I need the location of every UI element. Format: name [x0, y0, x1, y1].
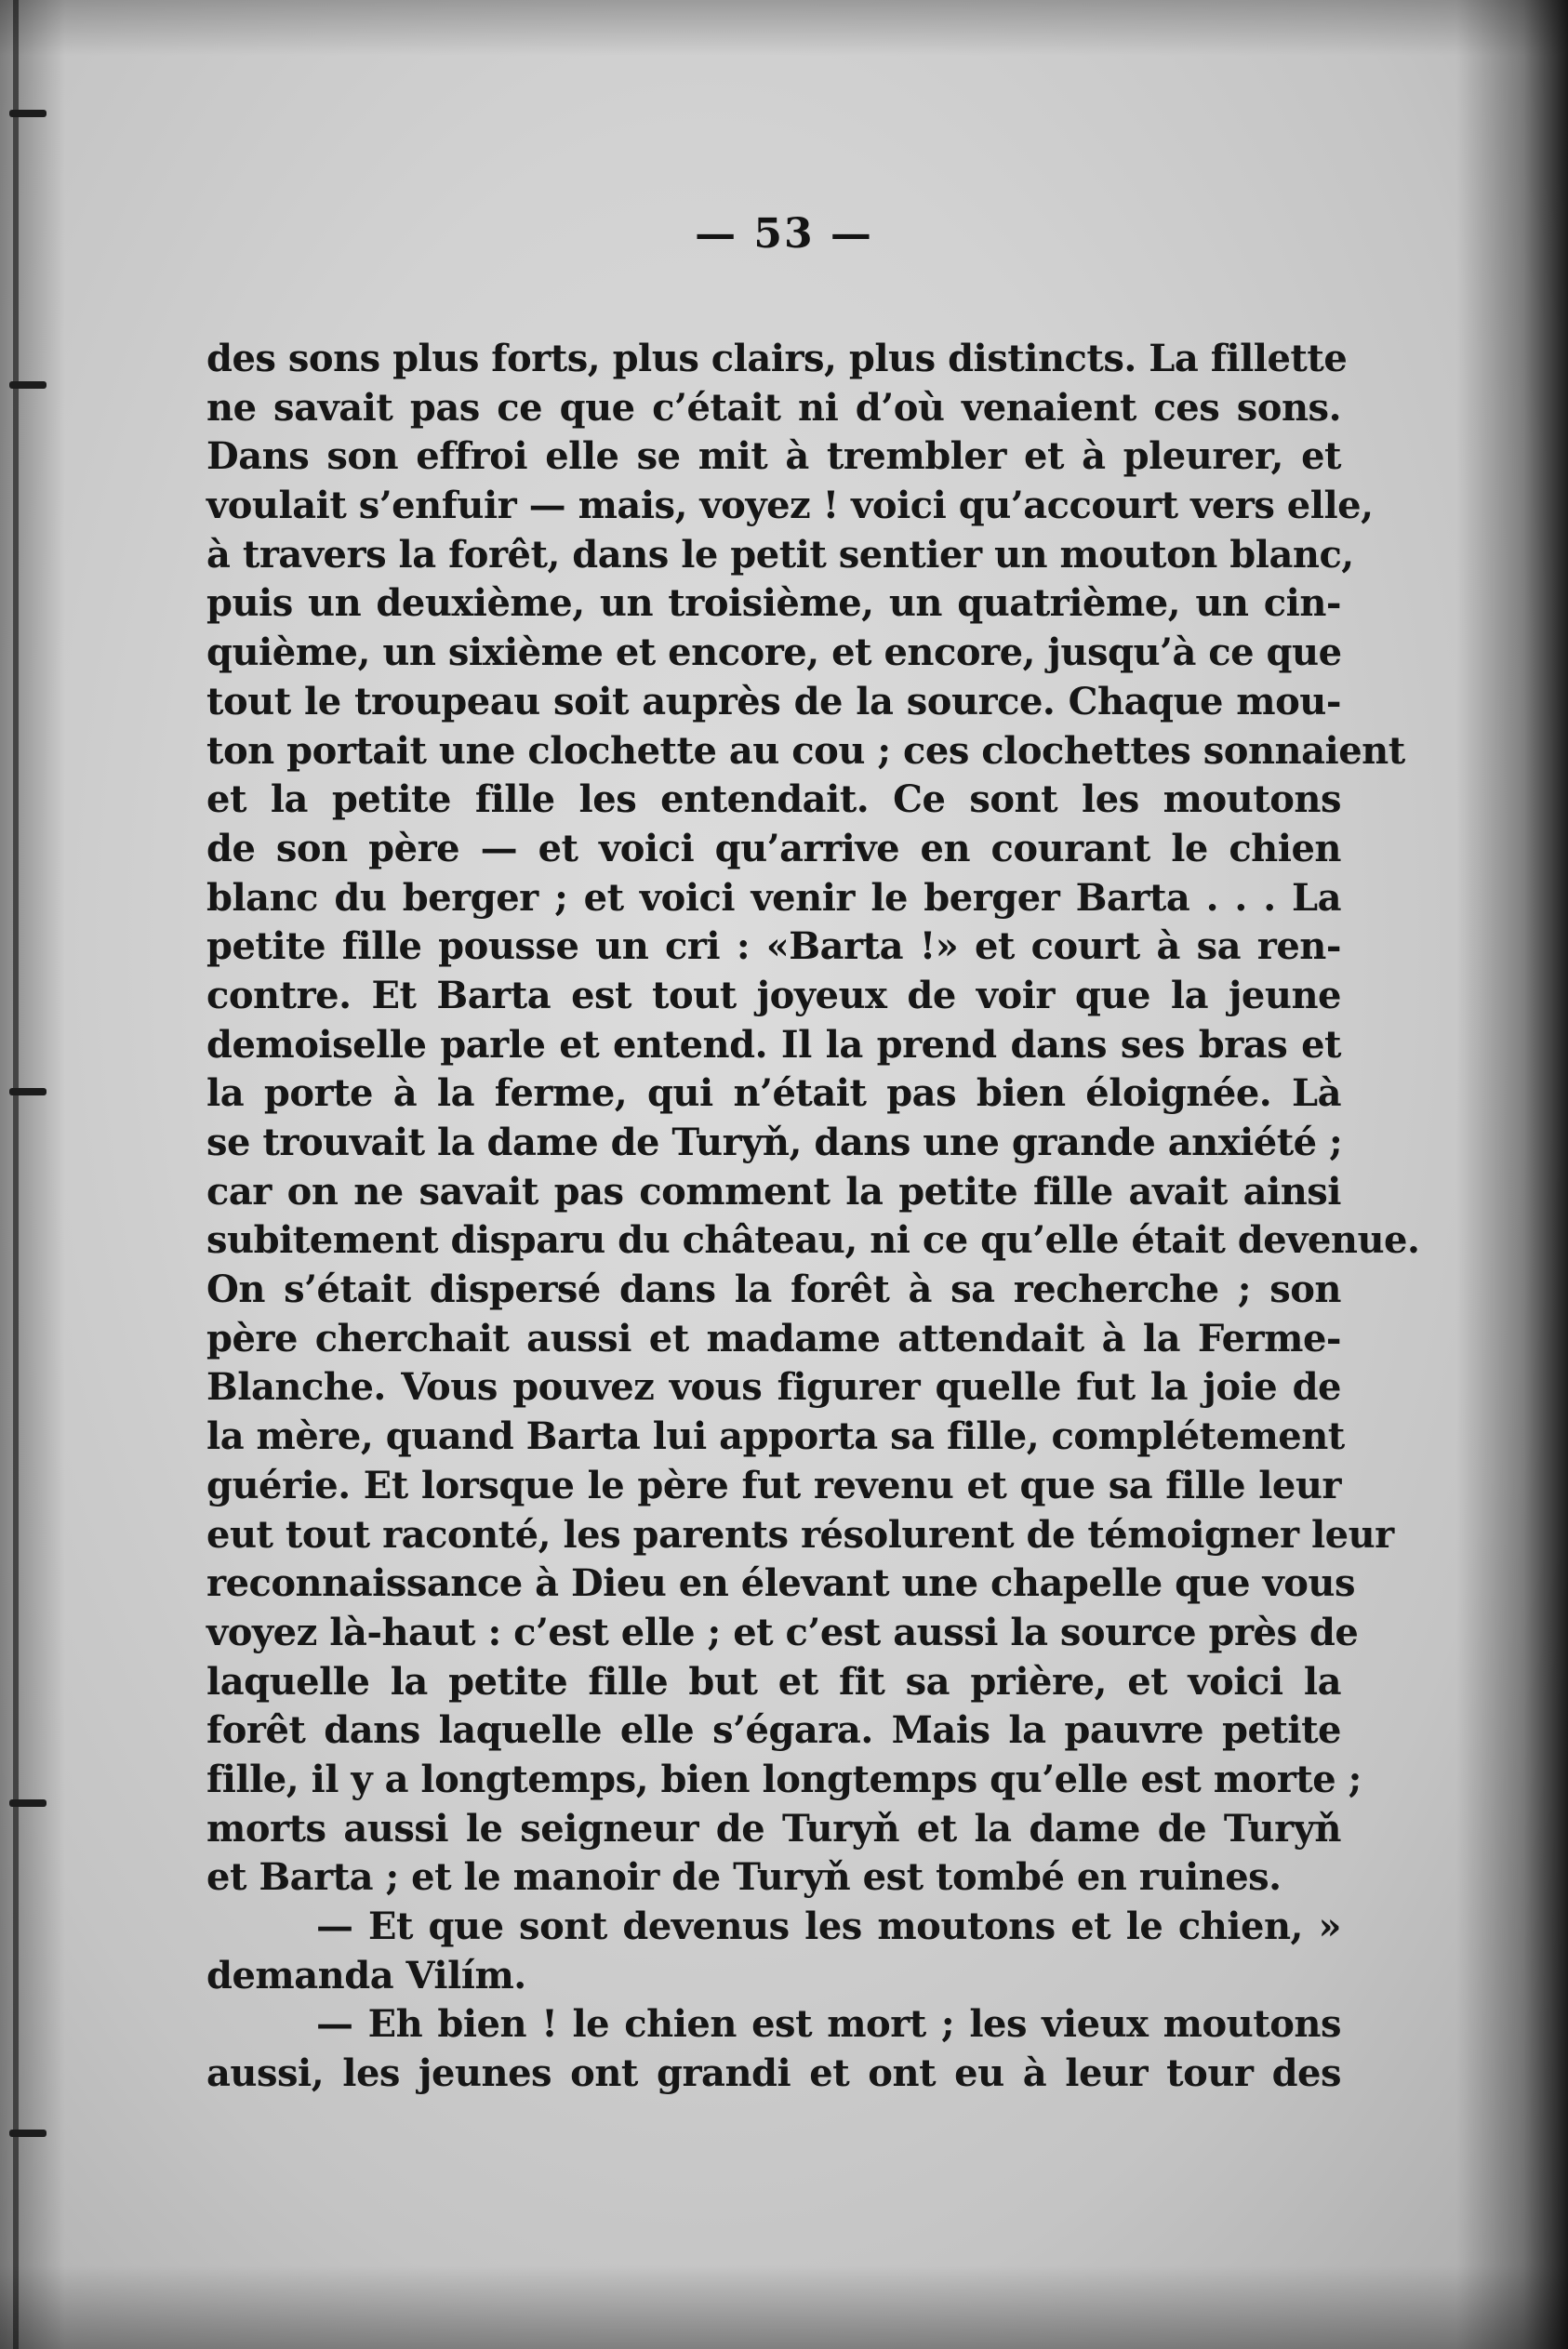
text-line: eut tout raconté, les parents résolurent de témoigner leur [206, 1512, 1394, 1557]
text-line: car on ne savait pas comment la petite fille avait ainsi [206, 1169, 1341, 1214]
text-line: père cherchait aussi et madame attendait à la Ferme- [206, 1316, 1341, 1360]
binding-mark [9, 110, 47, 117]
text-line: de son père — et voici qu’arrive en courant le chien [206, 826, 1341, 870]
text-line: demanda Vilím. [206, 1953, 526, 1997]
text-line: à travers la forêt, dans le petit sentier un mouton blanc, [206, 532, 1354, 577]
text-line: voulait s’enfuir — mais, voyez ! voici qu’accourt vers elle, [206, 484, 1374, 528]
text-line: subitement disparu du château, ni ce qu’elle était devenue. [206, 1218, 1420, 1263]
right-shadow [1456, 0, 1568, 2349]
binding-mark [9, 1799, 47, 1807]
text-line: morts aussi le seigneur de Turyň et la dame de Turyň [206, 1806, 1341, 1851]
text-line: fille, il y a longtemps, bien longtemps qu’elle est morte ; [206, 1757, 1362, 1801]
top-shadow [0, 0, 1568, 56]
text-line: se trouvait la dame de Turyň, dans une grande anxiété ; [206, 1121, 1343, 1164]
text-line: la mère, quand Barta lui apporta sa fille, complétement [206, 1414, 1345, 1459]
text-line: la porte à la ferme, qui n’était pas bien éloignée. Là [206, 1071, 1341, 1116]
binding-edge [13, 0, 19, 2349]
text-line: laquelle la petite fille but et fit sa prière, et voici la [206, 1659, 1341, 1704]
text-line: demoiselle parle et entend. Il la prend dans ses bras et [206, 1022, 1341, 1067]
text-line: On s’était dispersé dans la forêt à sa recherche ; son [206, 1267, 1341, 1312]
text-line: Dans son effroi elle se mit à trembler et à pleurer, et [206, 434, 1341, 479]
text-line: des sons plus forts, plus clairs, plus distincts. La fillette [206, 337, 1348, 380]
text-line: guérie. Et lorsque le père fut revenu et que sa fille leur [206, 1463, 1341, 1507]
left-shadow [0, 0, 65, 2349]
text-line: contre. Et Barta est tout joyeux de voir que la jeune [206, 973, 1341, 1017]
text-line: ton portait une clochette au cou ; ces clochettes sonnaient [206, 728, 1405, 773]
text-line: — Et que sont devenus les moutons et le chien, » [316, 1904, 1341, 1948]
text-line: — Eh bien ! le chien est mort ; les vieux moutons [316, 2002, 1341, 2047]
text-line: et Barta ; et le manoir de Turyň est tombé en ruines. [206, 1855, 1282, 1900]
body-text [206, 335, 1420, 2099]
text-line: Blanche. Vous pouvez vous figurer quelle fut la joie de [206, 1365, 1341, 1410]
text-line: voyez là-haut : c’est elle ; et c’est aussi la source près de [206, 1610, 1359, 1654]
text-line: ne savait pas ce que c’était ni d’où venaient ces sons. [206, 385, 1341, 430]
text-line: tout le troupeau soit auprès de la source. Chaque mou- [206, 679, 1341, 723]
text-line: reconnaissance à Dieu en élevant une chapelle que vous [206, 1561, 1356, 1606]
text-line: et la petite fille les entendait. Ce sont les moutons [206, 777, 1341, 822]
binding-mark [9, 1088, 47, 1095]
text-line: petite fille pousse un cri : «Barta !» et court à sa ren- [206, 924, 1341, 969]
text-line: forêt dans laquelle elle s’égara. Mais la pauvre petite [206, 1708, 1341, 1753]
text-line: aussi, les jeunes ont grandi et ont eu à leur tour des [206, 2051, 1341, 2096]
text-line: blanc du berger ; et voici venir le berger Barta . . . La [206, 875, 1341, 920]
bottom-shadow [0, 2265, 1568, 2349]
text-line: puis un deuxième, un troisième, un quatrième, un cin- [206, 581, 1341, 626]
text-line: quième, un sixième et encore, et encore, jusqu’à ce que [206, 630, 1342, 675]
binding-mark [9, 2130, 47, 2137]
page-number: — 53 — [695, 210, 873, 258]
binding-mark [9, 381, 47, 389]
